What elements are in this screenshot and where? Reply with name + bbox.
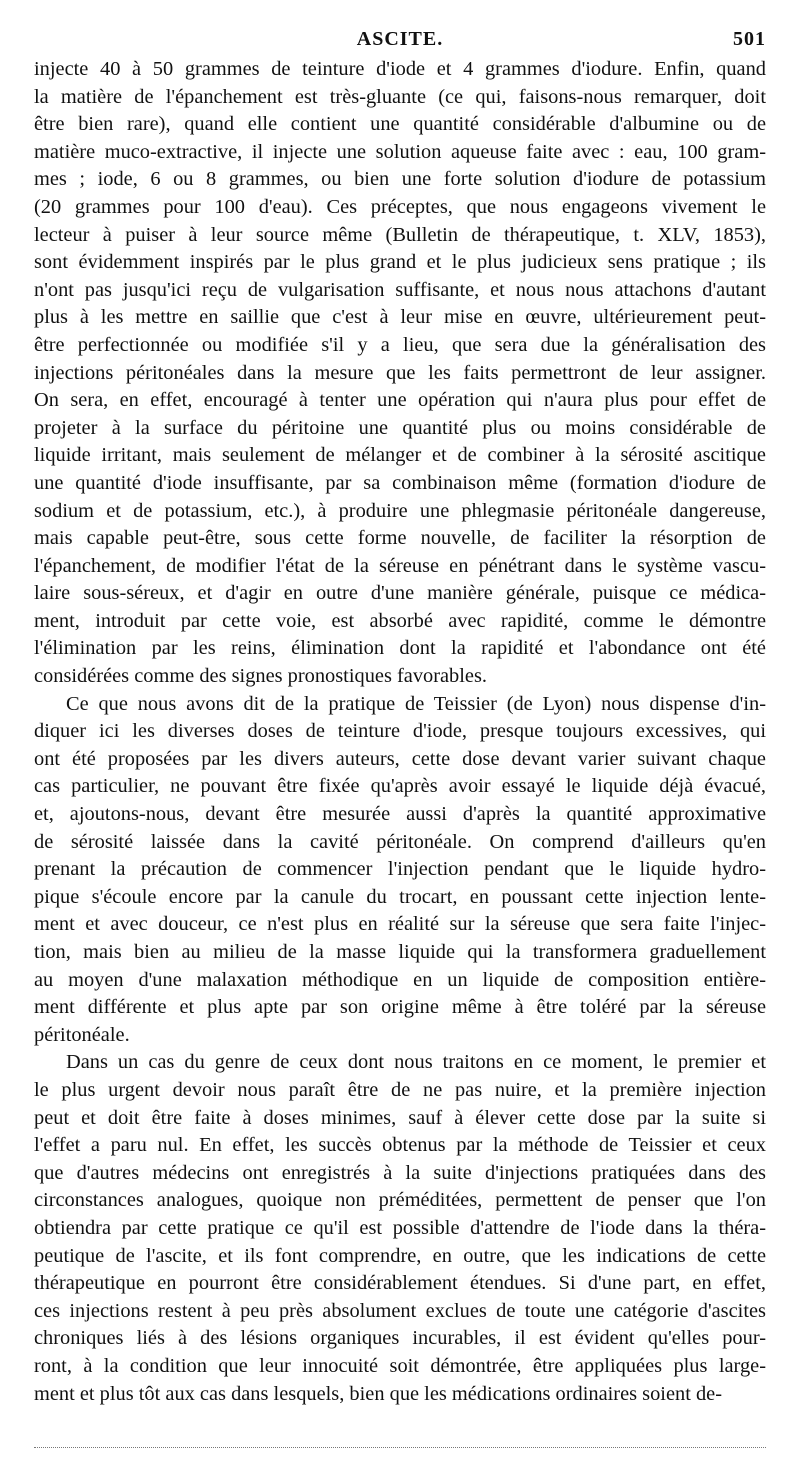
text-line: prenant la précaution de commencer l'injection pendant que le liquide hydro- [34, 858, 766, 881]
text-line: Ce que nous avons dit de la pratique de Teissier (de Lyon) nous dispense d'in- [66, 692, 766, 715]
text-line: On sera, en effet, encouragé à tenter une opération qui n'aura plus pour effet de [34, 389, 766, 412]
text-line: être perfectionnée ou modifiée s'il y a lieu, que sera due la généralisation des [34, 333, 766, 356]
text-line: injecte 40 à 50 grammes de teinture d'iode et 4 grammes d'iodure. Enfin, quand [34, 58, 766, 80]
text-line: ront, à la condition que leur innocuité soit démontrée, être appliquées plus large- [34, 1354, 766, 1377]
text-line: n'ont pas jusqu'ici reçu de vulgarisation suffisante, et nous nous attachons d'autant [34, 278, 766, 301]
text-line: de sérosité laissée dans la cavité péritonéale. On comprend d'ailleurs qu'en [34, 830, 766, 853]
text-line: peut et doit être faite à doses minimes, sauf à élever cette dose par la suite si [34, 1106, 766, 1129]
text-line: mais capable peut-être, sous cette forme nouvelle, de faciliter la résorption de [34, 527, 766, 550]
text-line: liquide irritant, mais seulement de mélanger et de combiner à la sérosité ascitique [34, 444, 766, 467]
text-line: chroniques liés à des lésions organiques incurables, il est évident qu'elles pour- [34, 1327, 766, 1350]
footer-dotted-rule [34, 1447, 766, 1448]
text-line: injections péritonéales dans la mesure que les faits permettront de leur assigner. [34, 361, 766, 384]
text-line: lecteur à puiser à leur source même (Bulletin de thérapeutique, t. XLV, 1853), [34, 223, 766, 246]
text-line: ment et plus tôt aux cas dans lesquels, bien que les médications ordinaires soient de- [34, 1382, 723, 1405]
text-line: plus à les mettre en saillie que c'est à leur mise en œuvre, ultérieurement peut- [34, 306, 766, 329]
running-title: ASCITE. [356, 28, 444, 50]
text-line: diquer ici les diverses doses de teinture d'iode, presque toujours excessives, qui [34, 720, 766, 743]
text-line: une quantité d'iode insuffisante, par sa combinaison même (formation d'iodure de [34, 471, 766, 494]
body-text [34, 56, 766, 1408]
text-line: tion, mais bien au milieu de la masse liquide qui la transformera graduellement [34, 941, 766, 963]
text-line: que d'autres médecins ont enregistrés à la suite d'injections pratiquées dans des [34, 1161, 766, 1184]
text-line: le plus urgent devoir nous paraît être de ne pas nuire, et la première injection [34, 1078, 766, 1101]
text-line: Dans un cas du genre de ceux dont nous traitons en ce moment, le premier et [66, 1051, 766, 1074]
text-line: mes ; iode, 6 ou 8 grammes, ou bien une forte solution d'iodure de potassium [34, 168, 766, 191]
text-line: considérées comme des signes pronostiques favorables. [34, 665, 488, 688]
text-line: obtiendra par cette pratique ce qu'il est possible d'attendre de l'iode dans la théra- [34, 1216, 766, 1239]
text-line: l'élimination par les reins, élimination dont la rapidité et l'abondance ont été [34, 637, 766, 660]
text-line: (20 grammes pour 100 d'eau). Ces préceptes, que nous engageons vivement le [34, 195, 766, 218]
running-header [34, 22, 766, 56]
text-line: péritonéale. [34, 1023, 130, 1046]
text-line: pique s'écoule encore par la canule du trocart, en poussant cette injection lente- [34, 885, 766, 908]
text-line: l'épanchement, de modifier l'état de la séreuse en pénétrant dans le système vascu- [34, 554, 766, 577]
text-line: laire sous-séreux, et d'agir en outre d'une manière générale, puisque ce médica- [34, 582, 766, 605]
text-line: ment et avec douceur, ce n'est plus en réalité sur la séreuse que sera faite l'injec- [34, 913, 766, 936]
book-page [34, 22, 766, 1408]
text-line: projeter à la surface du péritoine une quantité plus ou moins considérable de [34, 416, 766, 439]
text-line: sodium et de potassium, etc.), à produire une phlegmasie péritonéale dangereuse, [34, 499, 766, 522]
text-line: thérapeutique en pourront être considérablement étendues. Si d'une part, en effet, [34, 1272, 766, 1295]
text-line: la matière de l'épanchement est très-gluante (ce qui, faisons-nous remarquer, doit [34, 85, 766, 108]
text-line: ont été proposées par les divers auteurs, cette dose devant varier suivant chaque [34, 747, 766, 770]
text-line: ment, introduit par cette voie, est absorbé avec rapidité, comme le démontre [34, 609, 766, 632]
text-line: et, ajoutons-nous, devant être mesurée aussi d'après la quantité approximative [34, 803, 766, 826]
page-number: 501 [733, 28, 766, 50]
text-line: au moyen d'une malaxation méthodique en un liquide de composition entière- [34, 968, 766, 991]
text-line: ment différente et plus apte par son origine même à être toléré par la séreuse [34, 996, 766, 1019]
text-line: ces injections restent à peu près absolument exclues de toute une catégorie d'ascites [34, 1299, 766, 1322]
text-line: peutique de l'ascite, et ils font comprendre, en outre, que les indications de cette [34, 1244, 766, 1267]
text-line: l'effet a paru nul. En effet, les succès obtenus par la méthode de Teissier et ceux [34, 1134, 766, 1157]
text-line: être bien rare), quand elle contient une quantité considérable d'albumine ou de [34, 113, 766, 136]
text-line: sont évidemment inspirés par le plus grand et le plus judicieux sens pratique ; ils [34, 251, 766, 274]
text-line: cas particulier, ne pouvant être fixée qu'après avoir essayé le liquide déjà évacué, [34, 775, 766, 798]
text-line: circonstances analogues, quoique non préméditées, permettent de penser que l'on [34, 1189, 766, 1212]
text-line: matière muco-extractive, il injecte une solution aqueuse faite avec : eau, 100 gram- [34, 140, 766, 163]
